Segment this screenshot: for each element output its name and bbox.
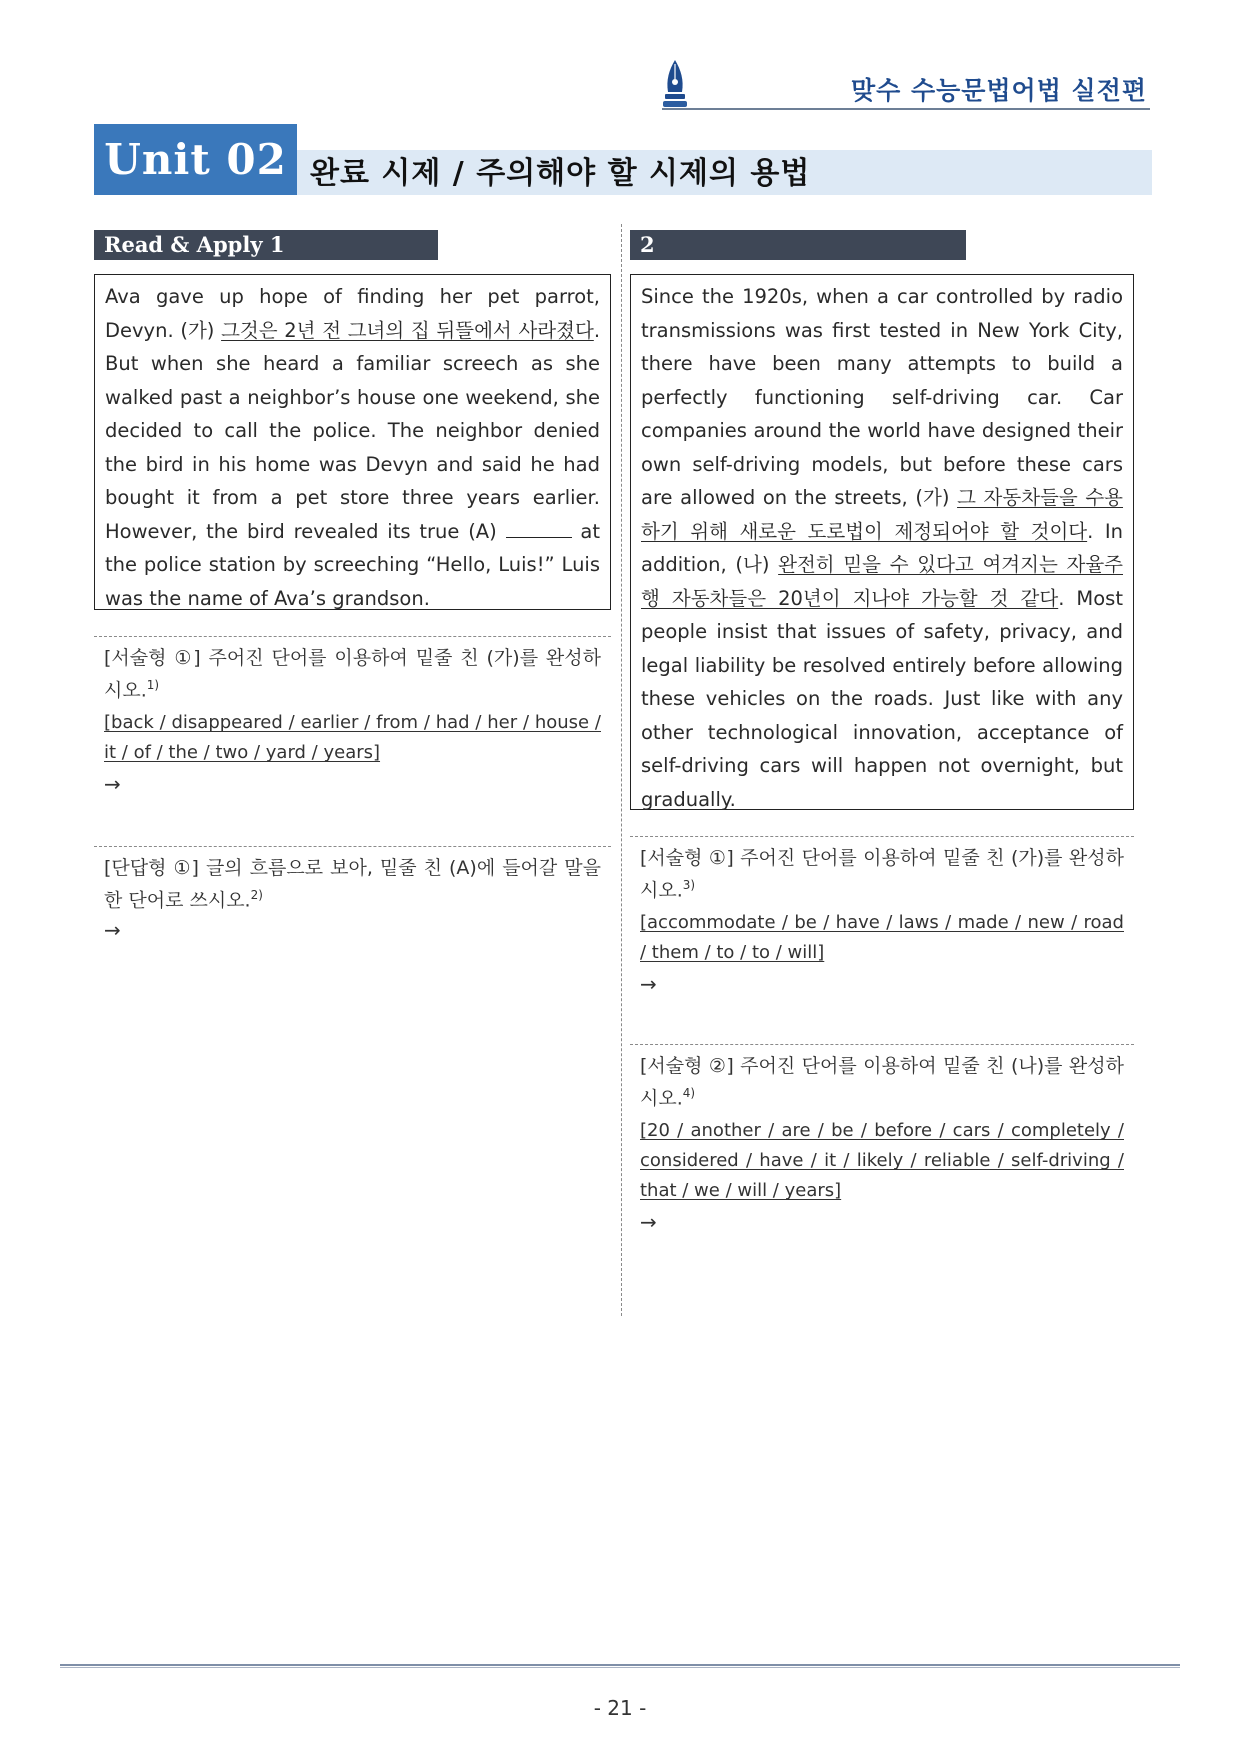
answer-arrow[interactable]: → (640, 1210, 657, 1235)
footnote-marker: 3) (682, 878, 696, 892)
question-essay-2-1 (630, 836, 1134, 1000)
footer-divider (60, 1664, 1180, 1668)
passage-text: at the police station by screeching “Hello, Luis!” Luis was the name of Ava’s grandson. (105, 519, 600, 610)
question-essay-1 (94, 636, 611, 800)
passage-box-1 (94, 274, 611, 610)
passage-text: . Most people insist that issues of safety, privacy, and legal liability be resolved entirely before allowing these vehicles on the roads. Just like with any other technological innovation, acceptance of self-driving cars will happen not overnight, but gradually. (641, 586, 1123, 811)
word-bank: [20 / another / are / be / before / cars / completely / considered / have / it / likely / reliable / self-driving / that / we / will / years] (640, 1120, 1124, 1202)
underlined-phrase-ga: 그것은 2년 전 그녀의 집 뒤뜰에서 사라졌다 (221, 318, 594, 342)
passage-text: Since the 1920s, when a car controlled by radio transmissions was first tested in New York City, there have been many attempts to build a perfectly functioning self-driving car. Car companies around the world have designed their own self-driving models, but before these cars are allowed on the streets, (가) (641, 285, 1123, 509)
unit-label: Unit 02 (94, 124, 297, 195)
passage-text: . But when she heard a familiar screech as she walked past a neighbor’s house one weekend, she decided to call the police. The neighbor denied the bird in his home was Devyn and said he had bought it from a pet store three years earlier. However, the bird revealed its true (A) (105, 318, 601, 543)
word-bank: [back / disappeared / earlier / from / had / her / house / it / of / the / two / yard / years] (104, 712, 601, 764)
question-prompt: [단답형 ①] 글의 흐름으로 보아, 밑줄 친 (A)에 들어갈 말을 한 단어로 쓰시오. (104, 857, 601, 912)
passage-text: Ava gave up hope of finding her pet parrot, Devyn. (가) (105, 285, 600, 342)
underlined-phrase-na: 완전히 믿을 수 있다고 여겨지는 자율주행 자동차들은 20년이 지나야 가능할 것 같다 (641, 553, 1123, 610)
footnote-marker: 4) (682, 1086, 696, 1100)
section-tab-2: 2 (630, 230, 966, 260)
fountain-pen-nib-icon (660, 58, 690, 110)
unit-title: 완료 시제 / 주의해야 할 시제의 용법 (310, 156, 811, 191)
passage-box-2 (630, 274, 1134, 810)
book-title: 맞수 수능문법어법 실전편 (850, 76, 1147, 105)
underlined-phrase-ga: 그 자동차들을 수용하기 위해 새로운 도로법이 제정되어야 할 것이다 (641, 486, 1124, 543)
footnote-marker: 2) (250, 888, 263, 902)
question-prompt: [서술형 ①] 주어진 단어를 이용하여 밑줄 친 (가)를 완성하시오. (104, 647, 601, 702)
section-tab-read-apply-1: Read & Apply 1 (94, 230, 438, 260)
answer-blank-a (506, 519, 572, 538)
answer-arrow[interactable]: → (104, 918, 121, 943)
question-short-answer-1 (94, 846, 611, 946)
question-prompt: [서술형 ①] 주어진 단어를 이용하여 밑줄 친 (가)를 완성하시오. (640, 847, 1124, 902)
answer-arrow[interactable]: → (640, 972, 657, 997)
page-number: - 21 - (593, 1696, 647, 1720)
column-divider (621, 224, 622, 1316)
question-essay-2-2 (630, 1044, 1134, 1238)
passage-text: . In addition, (나) (641, 519, 1123, 576)
word-bank: [accommodate / be / have / laws / made / new / road / them / to / to / will] (640, 912, 1124, 964)
answer-arrow[interactable]: → (104, 772, 121, 797)
header-divider (662, 108, 1150, 110)
question-prompt: [서술형 ②] 주어진 단어를 이용하여 밑줄 친 (나)를 완성하시오. (640, 1055, 1124, 1110)
footnote-marker: 1) (146, 678, 160, 692)
